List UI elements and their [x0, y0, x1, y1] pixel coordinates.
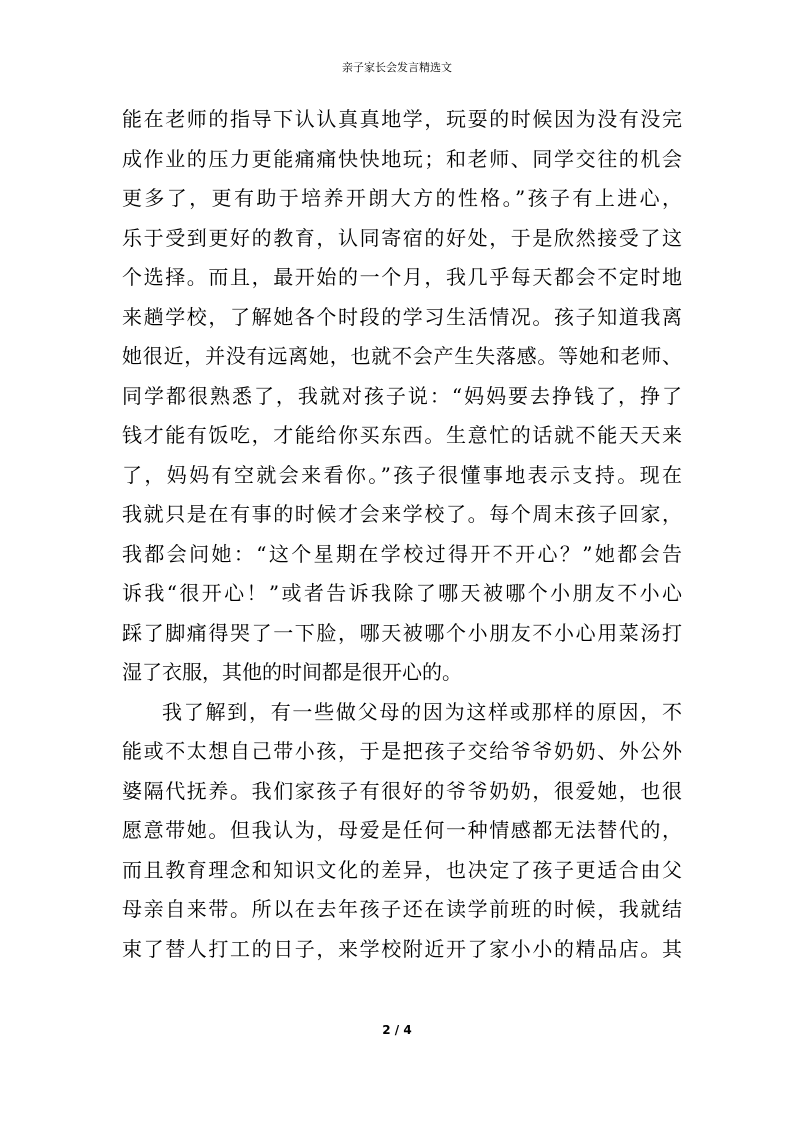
text-line: 婆隔代抚养。我们家孩子有很好的爷爷奶奶，很爱她，也很	[122, 778, 682, 803]
text-line: 乐于受到更好的教育，认同寄宿的好处，于是欣然接受了这	[122, 225, 682, 250]
text-line: 了，妈妈有空就会来看你。”孩子很懂事地表示支持。现在	[122, 462, 682, 487]
text-line: 而且教育理念和知识文化的差异，也决定了孩子更适合由父	[122, 857, 682, 882]
text-line: 踩了脚痛得哭了一下脸，哪天被哪个小朋友不小心用菜汤打	[122, 620, 682, 645]
page-number: 2 / 4	[382, 1023, 412, 1037]
text-line: 她很近，并没有远离她，也就不会产生失落感。等她和老师、	[122, 344, 682, 368]
document-body	[122, 100, 682, 969]
text-line: 成作业的压力更能痛痛快快地玩；和老师、同学交往的机会	[122, 146, 682, 171]
text-line: 诉我“很开心！”或者告诉我除了哪天被哪个小朋友不小心	[122, 581, 682, 605]
text-line: 钱才能有饭吃，才能给你买东西。生意忙的话就不能天天来	[122, 423, 682, 447]
text-line: 能在老师的指导下认认真真地学，玩耍的时候因为没有没完	[122, 107, 682, 131]
text-line: 我了解到，有一些做父母的因为这样或那样的原因，不	[162, 699, 682, 724]
text-line: 个选择。而且，最开始的一个月，我几乎每天都会不定时地	[122, 265, 682, 289]
paragraph-1	[122, 100, 682, 693]
text-line: 湿了衣服，其他的时间都是很开心的。	[122, 660, 462, 684]
page-header: 亲子家长会发言精选文	[342, 61, 452, 74]
paragraph-2	[122, 693, 682, 970]
text-line: 同学都很熟悉了，我就对孩子说：“妈妈要去挣钱了，挣了	[122, 383, 682, 408]
text-line: 束了替人打工的日子，来学校附近开了家小小的精品店。其	[122, 936, 682, 961]
text-line: 我就只是在有事的时候才会来学校了。每个周末孩子回家，	[122, 502, 682, 526]
text-line: 母亲自来带。所以在去年孩子还在读学前班的时候，我就结	[122, 897, 682, 921]
text-line: 我都会问她：“这个星期在学校过得开不开心？”她都会告	[122, 541, 682, 566]
text-line: 愿意带她。但我认为，母爱是任何一种情感都无法替代的，	[122, 818, 682, 842]
text-line: 更多了，更有助于培养开朗大方的性格。”孩子有上进心，	[122, 186, 682, 210]
text-line: 能或不太想自己带小孩，于是把孩子交给爷爷奶奶、外公外	[122, 739, 682, 763]
text-line: 来趟学校，了解她各个时段的学习生活情况。孩子知道我离	[122, 304, 682, 329]
